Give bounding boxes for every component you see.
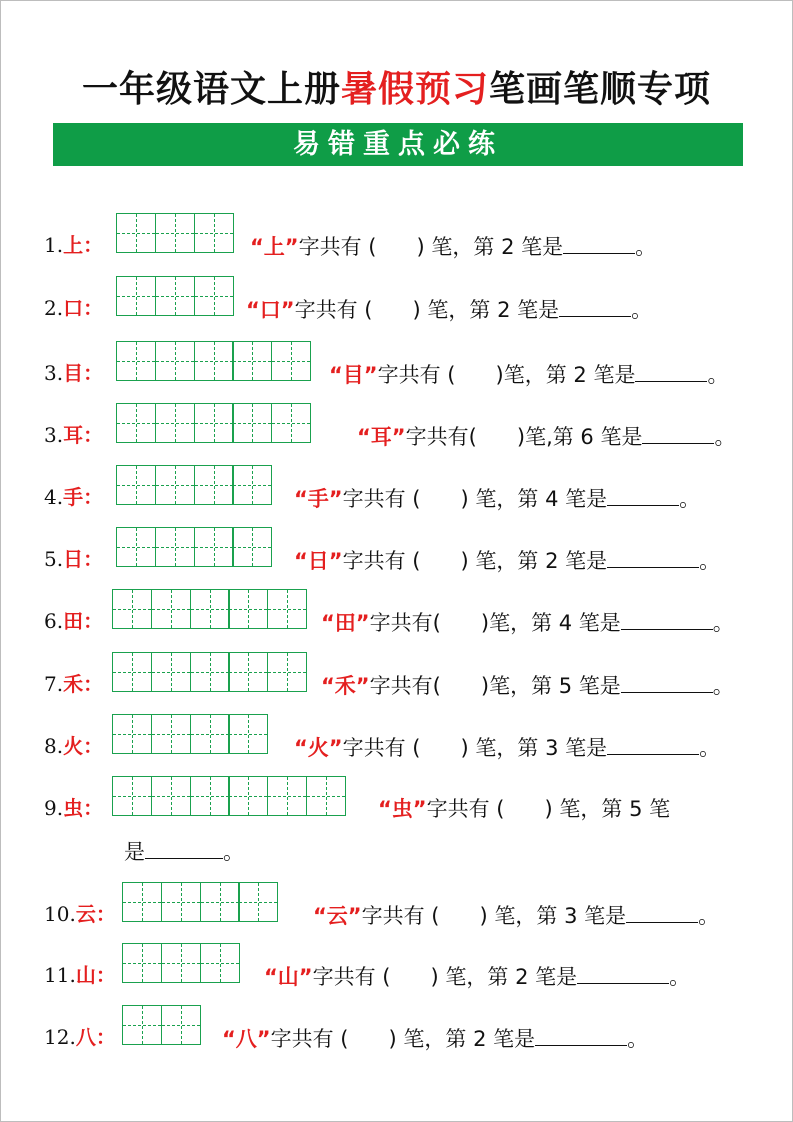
quoted-character: “禾” — [321, 674, 370, 698]
continuation-end: 。 — [223, 840, 244, 864]
answer-blank[interactable] — [607, 734, 699, 755]
writing-grid — [116, 276, 234, 316]
question-number — [44, 796, 103, 820]
question-text-1: 字共有 ( — [342, 487, 421, 511]
question-text-2: ) 笔，第 5 笔 — [544, 797, 671, 821]
title-part-1: 一年级语文上册 — [81, 69, 341, 110]
question-text-2: ) 笔，第 2 笔是 — [412, 298, 560, 322]
tian-zi-ge-cell[interactable] — [306, 776, 346, 816]
sentence-end: 。 — [707, 363, 729, 387]
sentence-end: 。 — [714, 425, 736, 449]
quoted-character: “上” — [250, 235, 299, 259]
tian-zi-ge-cell[interactable] — [155, 403, 195, 443]
target-character: 虫 — [63, 796, 84, 820]
colon: ： — [83, 233, 104, 257]
question-row — [0, 403, 793, 447]
title-part-2: 暑假预习 — [340, 69, 489, 110]
tian-zi-ge-cell[interactable] — [190, 714, 230, 754]
question-number — [44, 296, 103, 320]
answer-paren-space[interactable] — [348, 1026, 388, 1052]
question-row — [0, 341, 793, 385]
quoted-character: “虫” — [378, 797, 427, 821]
answer-blank[interactable] — [145, 838, 223, 859]
quoted-character: “口” — [246, 298, 295, 322]
answer-blank[interactable] — [563, 233, 635, 254]
question-row — [0, 882, 793, 926]
question-text-2: ) 笔，第 2 笔是 — [460, 549, 608, 573]
quoted-character: “手” — [294, 487, 343, 511]
question-text-2: ) 笔，第 4 笔是 — [460, 487, 608, 511]
answer-paren-space[interactable] — [420, 735, 460, 761]
tian-zi-ge-cell[interactable] — [200, 882, 240, 922]
target-character: 田 — [63, 609, 84, 633]
question-row — [0, 589, 793, 633]
colon: ： — [83, 734, 104, 758]
title-part-3: 笔画笔顺专项 — [489, 69, 712, 110]
question-text — [329, 361, 728, 388]
section-banner: 易错重点必练 — [53, 123, 743, 166]
target-character: 目 — [63, 361, 84, 385]
tian-zi-ge-cell[interactable] — [200, 943, 240, 983]
question-text — [321, 672, 734, 699]
question-index: 12. — [44, 1025, 76, 1049]
tian-zi-ge-cell[interactable] — [161, 1005, 201, 1045]
tian-zi-ge-cell[interactable] — [116, 465, 156, 505]
question-number — [44, 734, 103, 758]
tian-zi-ge-cell[interactable] — [122, 882, 162, 922]
question-text — [357, 423, 735, 450]
tian-zi-ge-cell[interactable] — [161, 943, 201, 983]
tian-zi-ge-cell[interactable] — [155, 276, 195, 316]
colon: ： — [83, 485, 104, 509]
tian-zi-ge-cell[interactable] — [112, 652, 152, 692]
tian-zi-ge-cell[interactable] — [116, 276, 156, 316]
answer-paren-space[interactable] — [420, 548, 460, 574]
question-text-1: 字共有 ( — [298, 235, 377, 259]
writing-grid — [112, 776, 346, 816]
colon: ： — [83, 547, 104, 571]
tian-zi-ge-cell[interactable] — [116, 341, 156, 381]
tian-zi-ge-cell[interactable] — [112, 776, 152, 816]
question-text-2: ) 笔，第 3 笔是 — [460, 736, 608, 760]
question-text — [378, 796, 670, 822]
target-character: 口 — [63, 296, 84, 320]
question-text — [294, 547, 720, 574]
writing-grid — [116, 213, 234, 253]
quoted-character: “目” — [329, 363, 378, 387]
quoted-character: “云” — [313, 904, 362, 928]
answer-paren-space[interactable] — [376, 234, 416, 260]
page-title — [0, 62, 793, 118]
question-text-2: )笔，第 4 笔是 — [480, 611, 621, 635]
answer-blank[interactable] — [577, 963, 669, 984]
answer-blank[interactable] — [535, 1025, 627, 1046]
target-character: 禾 — [63, 672, 84, 696]
quoted-character: “日” — [294, 549, 343, 573]
answer-paren-space[interactable] — [477, 424, 517, 450]
answer-paren-space[interactable] — [504, 796, 544, 822]
tian-zi-ge-cell[interactable] — [112, 714, 152, 754]
tian-zi-ge-cell[interactable] — [155, 341, 195, 381]
tian-zi-ge-cell[interactable] — [194, 213, 234, 253]
tian-zi-ge-cell[interactable] — [190, 652, 230, 692]
tian-zi-ge-cell[interactable] — [267, 776, 307, 816]
question-text-1: 字共有( — [405, 425, 477, 449]
tian-zi-ge-cell[interactable] — [228, 776, 268, 816]
colon: ： — [83, 423, 104, 447]
question-text — [294, 485, 700, 512]
tian-zi-ge-cell[interactable] — [161, 882, 201, 922]
question-index: 5. — [44, 547, 64, 571]
target-character: 手 — [63, 485, 84, 509]
tian-zi-ge-cell[interactable] — [112, 589, 152, 629]
sentence-end: 。 — [698, 904, 720, 928]
tian-zi-ge-cell[interactable] — [116, 213, 156, 253]
tian-zi-ge-cell[interactable] — [232, 341, 272, 381]
question-number — [44, 963, 116, 987]
continuation-text: 是 — [124, 840, 145, 864]
tian-zi-ge-cell[interactable] — [232, 527, 272, 567]
question-text-2: )笔,第 6 笔是 — [516, 425, 643, 449]
answer-paren-space[interactable] — [372, 297, 412, 323]
sentence-end: 。 — [669, 965, 691, 989]
answer-paren-space[interactable] — [455, 362, 495, 388]
question-index: 3. — [44, 423, 64, 447]
tian-zi-ge-cell[interactable] — [151, 652, 191, 692]
tian-zi-ge-cell[interactable] — [151, 589, 191, 629]
answer-blank[interactable] — [621, 672, 713, 693]
tian-zi-ge-cell[interactable] — [228, 589, 268, 629]
question-text-1: 字共有 ( — [377, 363, 456, 387]
colon: ： — [95, 1025, 116, 1049]
writing-grid — [122, 943, 240, 983]
answer-blank[interactable] — [635, 361, 707, 382]
writing-grid — [122, 882, 278, 922]
tian-zi-ge-cell[interactable] — [267, 652, 307, 692]
question-index: 8. — [44, 734, 64, 758]
question-row — [0, 213, 793, 257]
question-text-2: ) 笔，第 2 笔是 — [430, 965, 578, 989]
answer-blank[interactable] — [607, 547, 699, 568]
writing-grid — [116, 403, 311, 443]
answer-blank[interactable] — [621, 609, 713, 630]
question-text-1: 字共有 ( — [312, 965, 391, 989]
target-character: 耳 — [63, 423, 84, 447]
tian-zi-ge-cell[interactable] — [194, 276, 234, 316]
answer-paren-space[interactable] — [439, 903, 479, 929]
colon: ： — [83, 361, 104, 385]
tian-zi-ge-cell[interactable] — [190, 776, 230, 816]
question-number — [44, 672, 103, 696]
question-text-1: 字共有 ( — [342, 736, 421, 760]
question-text-2: ) 笔，第 2 笔是 — [388, 1027, 536, 1051]
question-9-continuation — [124, 838, 244, 865]
question-text — [294, 734, 720, 761]
colon: ： — [83, 672, 104, 696]
question-index: 3. — [44, 361, 64, 385]
question-text-1: 字共有( — [369, 674, 441, 698]
question-number — [44, 547, 103, 571]
writing-grid — [116, 465, 272, 505]
question-index: 4. — [44, 485, 64, 509]
answer-blank[interactable] — [626, 902, 698, 923]
answer-blank[interactable] — [559, 296, 631, 317]
question-index: 2. — [44, 296, 64, 320]
sentence-end: 。 — [631, 298, 653, 322]
tian-zi-ge-cell[interactable] — [194, 465, 234, 505]
colon: ： — [83, 296, 104, 320]
question-row — [0, 776, 793, 820]
question-text-2: )笔，第 5 笔是 — [480, 674, 621, 698]
quoted-character: “火” — [294, 736, 343, 760]
question-index: 11. — [44, 963, 76, 987]
tian-zi-ge-cell[interactable] — [194, 341, 234, 381]
tian-zi-ge-cell[interactable] — [190, 589, 230, 629]
answer-paren-space[interactable] — [441, 673, 481, 699]
question-text-2: ) 笔，第 2 笔是 — [416, 235, 564, 259]
tian-zi-ge-cell[interactable] — [271, 403, 311, 443]
tian-zi-ge-cell[interactable] — [116, 527, 156, 567]
question-row — [0, 527, 793, 571]
colon: ： — [83, 609, 104, 633]
question-text — [321, 609, 734, 636]
question-text-1: 字共有 ( — [270, 1027, 349, 1051]
tian-zi-ge-cell[interactable] — [271, 341, 311, 381]
question-text — [313, 902, 719, 929]
question-number — [44, 902, 116, 926]
question-number — [44, 485, 103, 509]
tian-zi-ge-cell[interactable] — [232, 465, 272, 505]
tian-zi-ge-cell[interactable] — [232, 403, 272, 443]
question-index: 10. — [44, 902, 76, 926]
quoted-character: “八” — [222, 1027, 271, 1051]
question-number — [44, 1025, 116, 1049]
target-character: 日 — [63, 547, 84, 571]
question-text — [264, 963, 690, 990]
quoted-character: “耳” — [357, 425, 406, 449]
tian-zi-ge-cell[interactable] — [116, 403, 156, 443]
tian-zi-ge-cell[interactable] — [122, 1005, 162, 1045]
colon: ： — [95, 902, 116, 926]
question-row — [0, 652, 793, 696]
sentence-end: 。 — [712, 674, 734, 698]
sentence-end: 。 — [627, 1027, 649, 1051]
tian-zi-ge-cell[interactable] — [155, 465, 195, 505]
tian-zi-ge-cell[interactable] — [122, 943, 162, 983]
target-character: 山 — [75, 963, 96, 987]
tian-zi-ge-cell[interactable] — [228, 714, 268, 754]
question-number — [44, 423, 103, 447]
sentence-end: 。 — [635, 235, 657, 259]
question-text-1: 字共有 ( — [342, 549, 421, 573]
question-row — [0, 465, 793, 509]
colon: ： — [83, 796, 104, 820]
question-text-1: 字共有 ( — [294, 298, 373, 322]
sentence-end: 。 — [712, 611, 734, 635]
tian-zi-ge-cell[interactable] — [155, 527, 195, 567]
writing-grid — [112, 589, 307, 629]
writing-grid — [116, 527, 272, 567]
answer-blank[interactable] — [607, 485, 679, 506]
question-index: 6. — [44, 609, 64, 633]
tian-zi-ge-cell[interactable] — [151, 776, 191, 816]
question-index: 9. — [44, 796, 64, 820]
writing-grid — [112, 714, 268, 754]
answer-paren-space[interactable] — [420, 486, 460, 512]
tian-zi-ge-cell[interactable] — [151, 714, 191, 754]
sentence-end: 。 — [699, 736, 721, 760]
tian-zi-ge-cell[interactable] — [194, 527, 234, 567]
tian-zi-ge-cell[interactable] — [228, 652, 268, 692]
question-text-1: 字共有 ( — [426, 797, 505, 821]
question-text-1: 字共有( — [369, 611, 441, 635]
question-number — [44, 609, 103, 633]
quoted-character: “田” — [321, 611, 370, 635]
question-text-1: 字共有 ( — [361, 904, 440, 928]
question-row — [0, 714, 793, 758]
tian-zi-ge-cell[interactable] — [267, 589, 307, 629]
answer-paren-space[interactable] — [441, 610, 481, 636]
question-index: 7. — [44, 672, 64, 696]
question-row — [0, 943, 793, 987]
tian-zi-ge-cell[interactable] — [238, 882, 278, 922]
target-character: 八 — [75, 1025, 96, 1049]
question-row — [0, 276, 793, 320]
colon: ： — [95, 963, 116, 987]
question-text-2: )笔，第 2 笔是 — [495, 363, 636, 387]
question-text — [222, 1025, 648, 1052]
question-index: 1. — [44, 233, 64, 257]
tian-zi-ge-cell[interactable] — [194, 403, 234, 443]
target-character: 云 — [75, 902, 96, 926]
writing-grid — [112, 652, 307, 692]
writing-grid — [122, 1005, 201, 1045]
target-character: 火 — [63, 734, 84, 758]
writing-grid — [116, 341, 311, 381]
question-number — [44, 361, 103, 385]
question-row — [0, 1005, 793, 1049]
sentence-end: 。 — [679, 487, 701, 511]
tian-zi-ge-cell[interactable] — [155, 213, 195, 253]
answer-paren-space[interactable] — [390, 964, 430, 990]
answer-blank[interactable] — [642, 423, 714, 444]
sentence-end: 。 — [699, 549, 721, 573]
question-number — [44, 233, 103, 257]
question-text-2: ) 笔，第 3 笔是 — [479, 904, 627, 928]
question-text — [250, 233, 656, 260]
question-text — [246, 296, 652, 323]
target-character: 上 — [63, 233, 84, 257]
quoted-character: “山” — [264, 965, 313, 989]
